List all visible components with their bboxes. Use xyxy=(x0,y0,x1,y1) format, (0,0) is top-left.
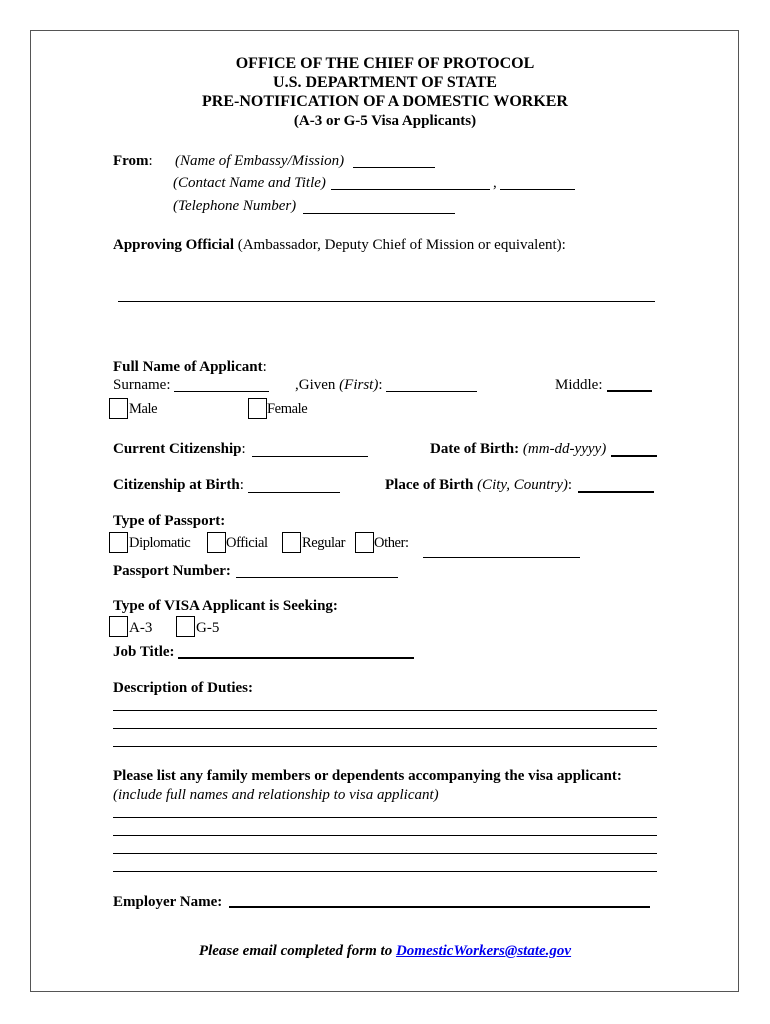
official-label: Official xyxy=(226,535,268,551)
approving-official-field[interactable] xyxy=(118,301,655,302)
header-department: U.S. DEPARTMENT OF STATE xyxy=(273,74,497,91)
duties-heading: Description of Duties: xyxy=(113,680,253,696)
official-checkbox[interactable] xyxy=(207,532,226,553)
duties-line-2[interactable] xyxy=(113,728,657,729)
g5-checkbox[interactable] xyxy=(176,616,195,637)
telephone-label: (Telephone Number) xyxy=(173,198,297,214)
contact-title-field[interactable] xyxy=(500,189,575,190)
full-name-heading: Full Name of Applicant: xyxy=(113,359,267,375)
employer-name-label: Employer Name: xyxy=(113,894,223,910)
dob-field[interactable] xyxy=(611,455,657,457)
footer-instruction: Please email completed form to DomesticWorkers@state.gov xyxy=(198,943,572,959)
given-name-field[interactable] xyxy=(386,391,477,392)
a3-checkbox[interactable] xyxy=(109,616,128,637)
diplomatic-label: Diplomatic xyxy=(129,535,191,551)
a3-label: A-3 xyxy=(129,620,153,636)
embassy-label: (Name of Embassy/Mission) xyxy=(175,153,345,169)
from-label: From: xyxy=(113,153,153,169)
female-label: Female xyxy=(267,401,308,417)
embassy-field[interactable] xyxy=(353,167,435,168)
citizenship-at-birth-field[interactable] xyxy=(248,492,340,493)
other-passport-field[interactable] xyxy=(423,557,580,558)
regular-checkbox[interactable] xyxy=(282,532,301,553)
regular-label: Regular xyxy=(302,535,346,551)
diplomatic-checkbox[interactable] xyxy=(109,532,128,553)
current-citizenship-label: Current Citizenship: xyxy=(113,441,246,457)
job-title-field[interactable] xyxy=(178,657,414,659)
family-note: (include full names and relationship to visa applicant) xyxy=(113,787,439,803)
duties-line-1[interactable] xyxy=(113,710,657,711)
family-line-1[interactable] xyxy=(113,817,657,818)
other-checkbox[interactable] xyxy=(355,532,374,553)
duties-line-3[interactable] xyxy=(113,746,657,747)
middle-name-field[interactable] xyxy=(607,390,652,392)
current-citizenship-field[interactable] xyxy=(252,456,368,457)
family-line-4[interactable] xyxy=(113,871,657,872)
g5-label: G-5 xyxy=(196,620,220,636)
passport-number-label: Passport Number: xyxy=(113,563,231,579)
passport-number-field[interactable] xyxy=(236,577,398,578)
given-label: ,Given (First): xyxy=(295,377,383,393)
contact-label: (Contact Name and Title) xyxy=(173,175,326,191)
telephone-field[interactable] xyxy=(303,213,455,214)
surname-label: Surname: xyxy=(113,377,171,393)
email-link[interactable]: DomesticWorkers@state.gov xyxy=(395,943,572,959)
job-title-label: Job Title: xyxy=(113,644,175,660)
dob-label: Date of Birth: (mm-dd-yyyy) xyxy=(430,441,607,457)
passport-type-heading: Type of Passport: xyxy=(113,513,226,529)
citizenship-at-birth-label: Citizenship at Birth: xyxy=(113,477,244,493)
header-subtitle: (A-3 or G-5 Visa Applicants) xyxy=(293,113,477,129)
header-form-title: PRE-NOTIFICATION OF A DOMESTIC WORKER xyxy=(202,93,568,110)
family-line-3[interactable] xyxy=(113,853,657,854)
contact-name-field[interactable] xyxy=(331,189,490,190)
female-checkbox[interactable] xyxy=(248,398,267,419)
header-office: OFFICE OF THE CHIEF OF PROTOCOL xyxy=(235,55,535,72)
male-label: Male xyxy=(129,401,158,417)
visa-type-heading: Type of VISA Applicant is Seeking: xyxy=(113,598,338,614)
surname-field[interactable] xyxy=(174,391,269,392)
family-line-2[interactable] xyxy=(113,835,657,836)
middle-label: Middle: xyxy=(555,377,603,393)
other-label: Other: xyxy=(374,535,409,551)
employer-name-field[interactable] xyxy=(229,906,650,908)
place-of-birth-label: Place of Birth (City, Country): xyxy=(385,477,573,493)
male-checkbox[interactable] xyxy=(109,398,128,419)
contact-comma: , xyxy=(493,175,497,191)
family-heading: Please list any family members or dependents accompanying the visa applicant: xyxy=(113,768,622,784)
approving-official-label: Approving Official (Ambassador, Deputy Chief of Mission or equivalent): xyxy=(113,237,566,253)
form-border xyxy=(30,30,739,992)
place-of-birth-field[interactable] xyxy=(578,491,654,493)
